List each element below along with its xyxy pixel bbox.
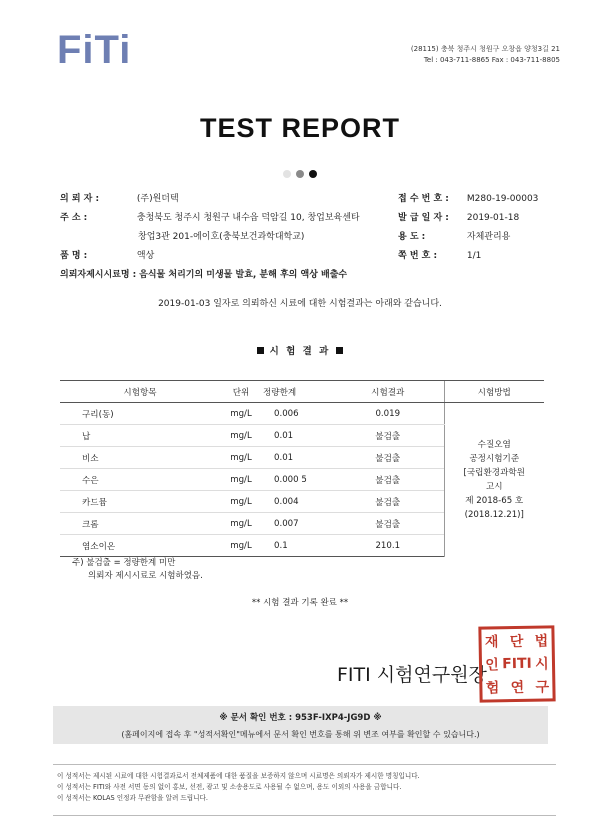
sample-row xyxy=(60,266,540,285)
address-value-1: 충청북도 청주시 청원구 내수읍 덕암길 10, 창업보육센타 xyxy=(136,213,360,223)
note-line-2: 의뢰자 제시시료로 시험하였음. xyxy=(88,571,203,581)
cell-result: 불검출 xyxy=(332,513,444,535)
cell-item: 구리(동) xyxy=(60,403,220,425)
method-cell xyxy=(444,403,544,557)
cell-item: 염소이온 xyxy=(60,535,220,557)
cell-limit: 0.006 xyxy=(262,403,332,425)
use-label: 용 도 : xyxy=(398,232,426,242)
signature-text: FITI 시험연구원장 xyxy=(337,664,487,686)
footer-disclaimer xyxy=(53,764,556,816)
notes xyxy=(72,557,203,583)
address-line: (28115) 충북 청주시 청원구 오창읍 양청3길 21 xyxy=(410,45,560,53)
col-header-method: 시험방법 xyxy=(444,381,544,403)
note-line-1: 주) 불검출 = 정량한계 미만 xyxy=(72,558,176,568)
info-left xyxy=(60,190,390,266)
cell-item: 비소 xyxy=(60,447,220,469)
footer-line-2: 이 성적서는 FITI와 사전 서면 동의 없이 홍보, 선전, 광고 및 소송용도로 사용될 수 없으며, 용도 이외의 사용을 금합니다. xyxy=(57,783,402,791)
square-bullet-icon xyxy=(257,347,264,354)
cell-unit: mg/L xyxy=(220,469,262,491)
receipt-value: M280-19-00003 xyxy=(466,194,539,204)
section-title-text: 시 험 결 과 xyxy=(269,346,331,357)
address-label: 주 소 : xyxy=(60,213,88,223)
cell-item: 수은 xyxy=(60,469,220,491)
confirm-number: ※ 문서 확인 번호 : 953F-IXP4-JG9D ※ xyxy=(219,713,382,723)
cell-limit: 0.000 5 xyxy=(262,469,332,491)
cell-result: 불검출 xyxy=(332,425,444,447)
dot-mid xyxy=(296,170,304,178)
col-header-item: 시험항목 xyxy=(60,381,220,403)
fiti-logo: FiTi xyxy=(57,28,132,72)
page-value: 1/1 xyxy=(466,251,482,261)
client-value: (주)원더텍 xyxy=(136,194,179,204)
footer-line-3: 이 성적서는 KOLAS 인정과 무관함을 알려 드립니다. xyxy=(57,794,208,802)
page-row xyxy=(398,247,558,266)
address-value-2: 창업3관 201-에이호(충북보건과학대학교) xyxy=(138,232,305,242)
official-seal xyxy=(478,625,555,702)
cell-result: 210.1 xyxy=(332,535,444,557)
contact-line: Tel : 043-711-8865 Fax : 043-711-8805 xyxy=(423,56,560,64)
cell-unit: mg/L xyxy=(220,535,262,557)
method-line: 공정시험기준 xyxy=(469,453,520,464)
cell-limit: 0.007 xyxy=(262,513,332,535)
cell-item: 크롬 xyxy=(60,513,220,535)
section-title xyxy=(0,343,600,357)
receipt-row xyxy=(398,190,558,209)
cell-unit: mg/L xyxy=(220,491,262,513)
cell-limit: 0.004 xyxy=(262,491,332,513)
use-row xyxy=(398,228,558,247)
decor-dots xyxy=(283,163,322,182)
cell-result: 불검출 xyxy=(332,469,444,491)
cell-result: 0.019 xyxy=(332,403,444,425)
cell-result: 불검출 xyxy=(332,491,444,513)
address-row xyxy=(60,209,390,228)
dot-dark xyxy=(309,170,317,178)
col-header-result: 시험결과 xyxy=(332,381,444,403)
intro-text: 2019-01-03 일자로 의뢰하신 시료에 대한 시험결과는 아래와 같습니다. xyxy=(158,299,442,309)
address-block xyxy=(411,44,560,66)
method-line: 제 2018-65 호 xyxy=(465,495,524,506)
cell-item: 납 xyxy=(60,425,220,447)
cell-limit: 0.01 xyxy=(262,425,332,447)
footer-line-1: 이 성적서는 제시된 시료에 대한 시험결과로서 전체제품에 대한 품질을 보증하지 않으며 시료명은 의뢰자가 제시한 명칭입니다. xyxy=(57,772,420,780)
dot-light xyxy=(283,170,291,178)
receipt-label: 접 수 번 호 : xyxy=(398,194,449,204)
seal-chars: 재 단 법 인 FITI 시 험 연 구 xyxy=(484,633,550,697)
address-row-2 xyxy=(60,228,390,247)
sample-label: 의뢰자제시시료명 : xyxy=(60,270,137,280)
info-right xyxy=(398,190,558,266)
page-label: 쪽 번 호 : xyxy=(398,251,438,261)
method-line: 고시 xyxy=(485,481,503,492)
method-line: [국립환경과학원 xyxy=(463,467,525,478)
issue-label: 발 급 일 자 : xyxy=(398,213,449,223)
sample-value: 음식물 처리기의 미생물 발효, 분해 후의 액상 배출수 xyxy=(139,270,348,280)
method-line: 수질오염 xyxy=(477,439,511,450)
cell-limit: 0.1 xyxy=(262,535,332,557)
client-row xyxy=(60,190,390,209)
results-table xyxy=(60,380,544,557)
table-row xyxy=(60,403,544,425)
issue-row xyxy=(398,209,558,228)
cell-unit: mg/L xyxy=(220,403,262,425)
item-value: 액상 xyxy=(136,251,155,261)
document-confirm-box xyxy=(53,706,548,744)
cell-unit: mg/L xyxy=(220,425,262,447)
cell-limit: 0.01 xyxy=(262,447,332,469)
use-value: 자체관리용 xyxy=(466,232,511,242)
table-header-row xyxy=(60,381,544,403)
end-of-record: ** 시험 결과 기록 완료 ** xyxy=(251,598,349,608)
client-label: 의 뢰 자 : xyxy=(60,194,100,204)
confirm-instruction: (홈페이지에 접속 후 "성적서확인"메뉴에서 문서 확인 번호를 통해 위 변조 여부를 확인할 수 있습니다.) xyxy=(121,730,480,739)
cell-item: 카드뮴 xyxy=(60,491,220,513)
cell-unit: mg/L xyxy=(220,513,262,535)
col-header-unit: 단위 xyxy=(220,381,262,403)
col-header-limit: 정량한계 xyxy=(262,381,332,403)
method-line: (2018.12.21)] xyxy=(464,509,524,520)
page-title: TEST REPORT xyxy=(199,113,400,143)
item-label: 품 명 : xyxy=(60,251,88,261)
cell-unit: mg/L xyxy=(220,447,262,469)
item-row xyxy=(60,247,390,266)
issue-value: 2019-01-18 xyxy=(466,213,520,223)
cell-result: 불검출 xyxy=(332,447,444,469)
square-bullet-icon xyxy=(336,347,343,354)
